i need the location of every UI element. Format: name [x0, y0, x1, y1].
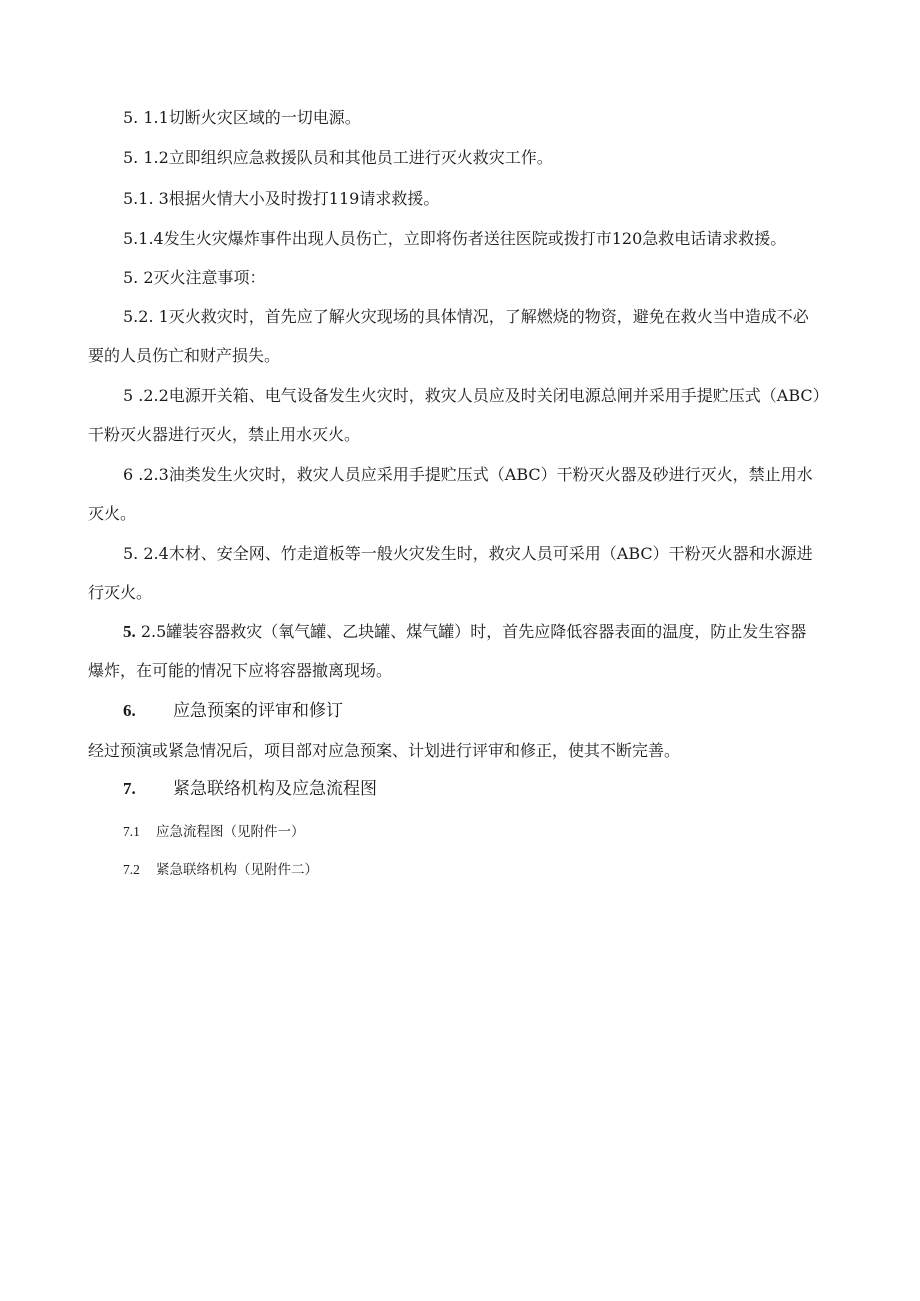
paragraph-5-1-1: 5. 1.1切断火灾区域的一切电源。: [123, 108, 361, 127]
paragraph-5-1-4: 5.1.4发生火灾爆炸事件出现人员伤亡，立即将伤者送往医院或拨打市120急救电话请求救援。: [123, 229, 787, 248]
paragraph-5-2-4-line1: 5. 2.4木材、安全网、竹走道板等一般火灾发生时，救灾人员可采用（ABC）干粉灭火器和水源进: [123, 544, 813, 563]
paragraph-5-2-5-line1: [123, 622, 858, 642]
section-7-item-text: 紧急联络机构（见附件二）: [156, 862, 318, 878]
paragraph-5-1-2: 5. 1.2立即组织应急救援队员和其他员工进行灭火救灾工作。: [123, 148, 553, 167]
section-7-item: [123, 823, 305, 841]
paragraph-5-2-5-number: 5.: [123, 622, 136, 641]
paragraph-5-2-2-line1: 5 .2.2电源开关箱、电气设备发生火灾时，救灾人员应及时关闭电源总闸并采用手提贮压式（ABC）: [123, 386, 829, 405]
section-7-item-text: 应急流程图（见附件一）: [156, 824, 305, 840]
section-7-number: 7.: [123, 779, 136, 798]
paragraph-5-2-3-line1: 6 .2.3油类发生火灾时，救灾人员应采用手提贮压式（ABC）干粉灭火器及砂进行灭火，禁止用水: [123, 465, 813, 484]
section-7-heading: [123, 778, 377, 800]
paragraph-5-2-5-line2: 爆炸，在可能的情况下应将容器撤离现场。: [88, 661, 393, 680]
paragraph-5-2-4-line2: 行灭火。: [88, 583, 153, 602]
section-7-item-number: 7.2: [123, 862, 140, 877]
section-6-title: 应急预案的评审和修订: [173, 701, 343, 721]
paragraph-5-2-5-text: 2.5罐装容器救灾（氧气罐、乙块罐、煤气罐）时，首先应降低容器表面的温度，防止发生容器: [135, 622, 807, 641]
paragraph-5-1-3: 5.1. 3根据火情大小及时拨打119请求救援。: [123, 189, 440, 208]
section-7-item: [123, 861, 318, 879]
section-6-number: 6.: [123, 701, 136, 720]
section-6-heading: [123, 700, 343, 722]
section-7-item-number: 7.1: [123, 824, 140, 839]
paragraph-5-2: 5. 2灭火注意事项：: [123, 268, 266, 287]
paragraph-5-2-1-line1: 5.2. 1灭火救灾时，首先应了解火灾现场的具体情况，了解燃烧的物资，避免在救火当中造成不必: [123, 307, 809, 326]
paragraph-5-2-2-line2: 干粉灭火器进行灭火，禁止用水灭火。: [88, 425, 361, 444]
paragraph-5-2-3-line2: 灭火。: [88, 504, 137, 523]
paragraph-5-2-1-line2: 要的人员伤亡和财产损失。: [88, 346, 281, 365]
section-7-title: 紧急联络机构及应急流程图: [173, 779, 377, 799]
section-6-body: 经过预演或紧急情况后，项目部对应急预案、计划进行评审和修正，使其不断完善。: [88, 741, 681, 760]
